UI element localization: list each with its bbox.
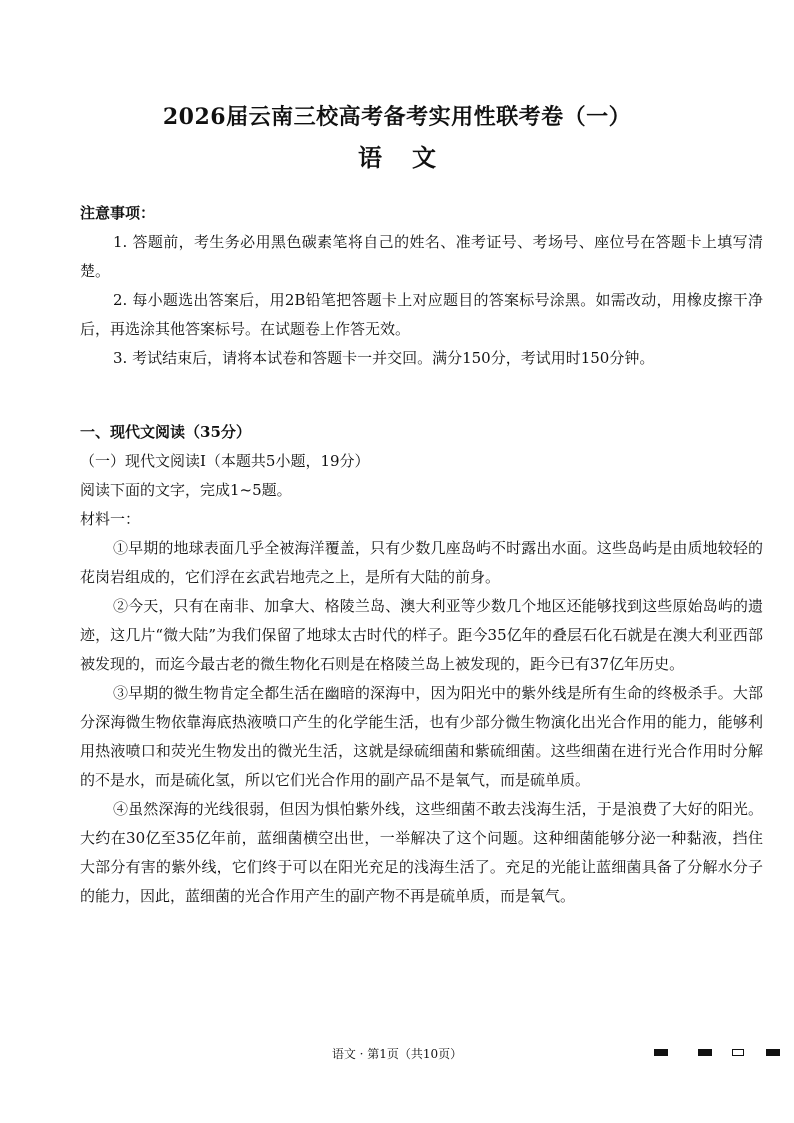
- exam-title: 2026届云南三校高考备考实用性联考卷（一）: [162, 104, 632, 130]
- page-footer: 语文 · 第1页（共10页）: [331, 1047, 463, 1061]
- reading-section: [80, 418, 763, 911]
- notice-heading: 注意事项：: [80, 204, 156, 222]
- material-label: 材料一：: [80, 510, 141, 528]
- section-instruction: 阅读下面的文字，完成1~5题。: [80, 481, 292, 499]
- paragraph-3: ③早期的微生物肯定全都生活在幽暗的深海中，因为阳光中的紫外线是所有生命的终极杀手。大部分深海微生物依靠海底热液喷口产生的化学能生活，也有少部分微生物演化出光合作用的能力，能够利用热液喷口和荧光生物发出的微光生活，这就是绿硫细菌和紫硫细菌。这些细菌在进行光合作用时分解的不是水，而是硫化氢，所以它们光合作用的副产品不是氧气，而是硫单质。: [80, 684, 763, 789]
- mark-empty-3: [732, 1049, 744, 1056]
- notice-item-2: 2. 每小题选出答案后，用2B铅笔把答题卡上对应题目的答案标号涂黑。如需改动，用橡皮擦干净后，再选涂其他答案标号。在试题卷上作答无效。: [80, 291, 763, 338]
- paragraph-4: ④虽然深海的光线很弱，但因为惧怕紫外线，这些细菌不敢去浅海生活，于是浪费了大好的阳光。大约在30亿至35亿年前，蓝细菌横空出世，一举解决了这个问题。这种细菌能够分泌一种黏液，挡住大部分有害的紫外线，它们终于可以在阳光充足的浅海生活了。充足的光能让蓝细菌具备了分解水分子的能力，因此，蓝细菌的光合作用产生的副产物不再是硫单质，而是氧气。: [80, 800, 763, 905]
- mark-filled-1: [654, 1049, 668, 1056]
- mark-filled-4: [766, 1049, 780, 1056]
- paragraph-2: ②今天，只有在南非、加拿大、格陵兰岛、澳大利亚等少数几个地区还能够找到这些原始岛屿的遗迹，这几片“微大陆”为我们保留了地球太古时代的样子。距今35亿年的叠层石化石就是在澳大利亚西部被发现的，而迄今最古老的微生物化石则是在格陵兰岛上被发现的，距今已有37亿年历史。: [80, 597, 763, 673]
- section-subheading: （一）现代文阅读Ⅰ（本题共5小题，19分）: [80, 452, 370, 470]
- notice-item-3: 3. 考试结束后，请将本试卷和答题卡一并交回。满分150分，考试用时150分钟。: [113, 349, 655, 367]
- mark-filled-2: [698, 1049, 712, 1056]
- notice-item-1: 1. 答题前，考生务必用黑色碳素笔将自己的姓名、准考证号、考场号、座位号在答题卡上填写清楚。: [80, 233, 763, 280]
- paragraph-1: ①早期的地球表面几乎全被海洋覆盖，只有少数几座岛屿不时露出水面。这些岛屿是由质地较轻的花岗岩组成的，它们浮在玄武岩地壳之上，是所有大陆的前身。: [80, 539, 763, 586]
- subject-title: 语文: [358, 143, 466, 172]
- notice-section: [80, 199, 763, 373]
- section-heading: 一、现代文阅读（35分）: [80, 423, 251, 441]
- scan-marks: [654, 1049, 784, 1059]
